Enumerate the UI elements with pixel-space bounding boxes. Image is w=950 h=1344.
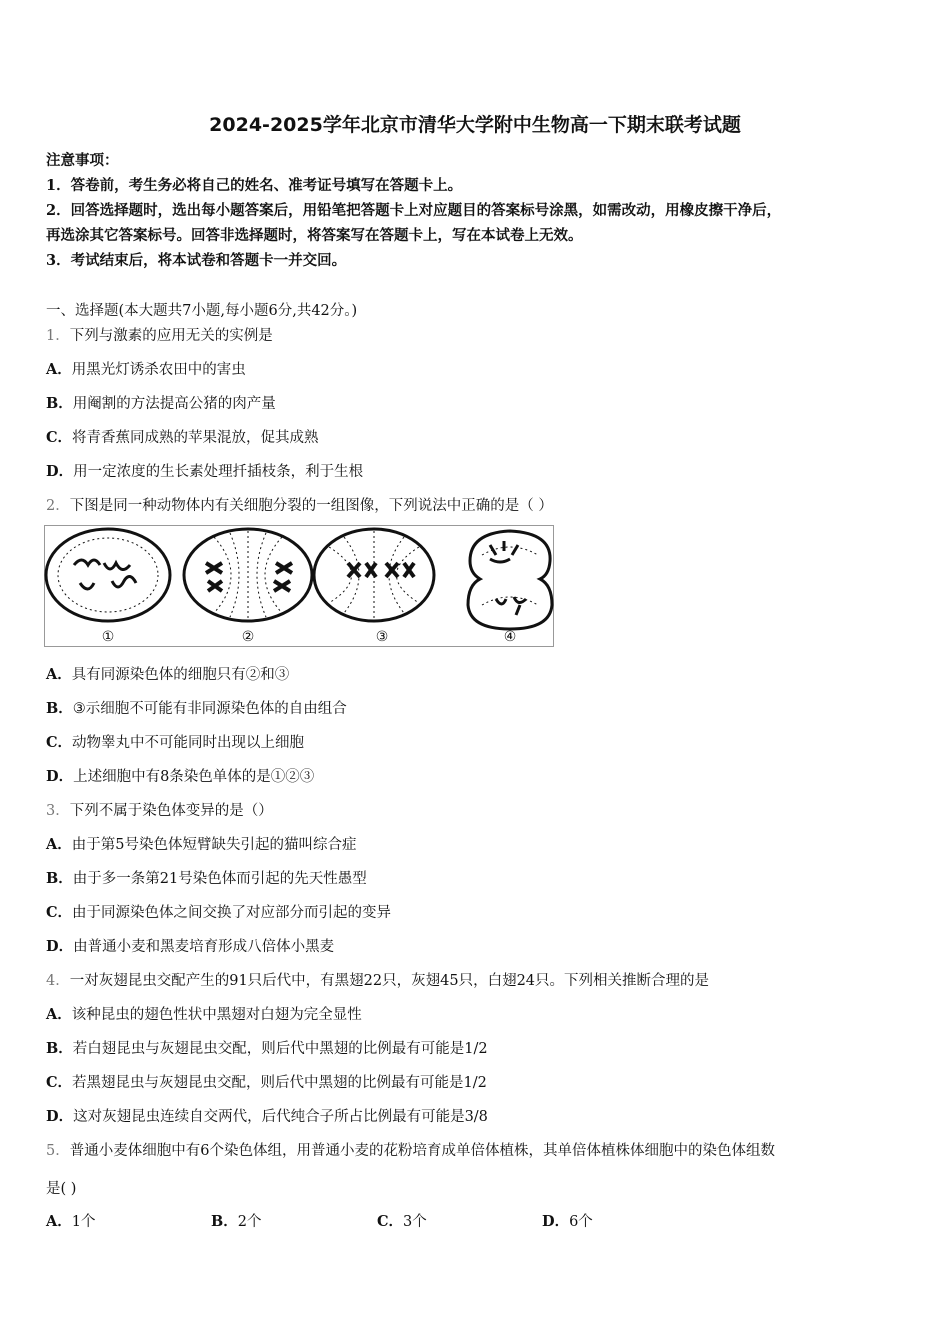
figure-label-2: ② xyxy=(241,629,255,645)
question-stem xyxy=(46,326,273,346)
option-text: 由普通小麦和黑麦培育形成八倍体小黑麦 xyxy=(73,939,335,955)
option-text: 上述细胞中有8条染色单体的是①②③ xyxy=(73,769,315,785)
option-label: C． xyxy=(46,1074,73,1091)
question-stem xyxy=(46,1141,775,1161)
option-text: 2个 xyxy=(237,1214,262,1230)
section-heading: 一、选择题(本大题共7小题,每小题6分,共42分。) xyxy=(46,303,358,319)
cell-division-diagram xyxy=(44,525,554,647)
option-label: D． xyxy=(46,463,74,480)
option-item xyxy=(46,1039,488,1059)
question-number: 5． xyxy=(46,1143,70,1159)
figure-label-1: ① xyxy=(101,629,115,645)
option-text: 用阉割的方法提高公猪的肉产量 xyxy=(72,396,276,412)
page-title: 2024-2025学年北京市清华大学附中生物高一下期末联考试题 xyxy=(209,114,741,136)
option-item xyxy=(46,1073,487,1093)
option-text: 1个 xyxy=(71,1214,96,1230)
figure-label-3: ③ xyxy=(375,629,389,645)
question-stem xyxy=(46,971,709,991)
option-label: D． xyxy=(46,768,74,785)
question-text: 下图是同一种动物体内有关细胞分裂的一组图像，下列说法中正确的是（ ） xyxy=(69,498,553,514)
option-item xyxy=(46,767,314,787)
notice-item: 3．考试结束后，将本试卷和答题卡一并交回。 xyxy=(46,252,347,269)
cell-division-figure xyxy=(44,525,554,647)
option-label: A． xyxy=(46,836,72,853)
option-item xyxy=(46,869,367,889)
question-stem-continued: 是( ) xyxy=(46,1181,77,1197)
option-item xyxy=(46,1107,488,1127)
option-text: 具有同源染色体的细胞只有②和③ xyxy=(71,667,290,683)
option-text: 由于多一条第21号染色体而引起的先天性愚型 xyxy=(72,871,367,887)
question-text: 普通小麦体细胞中有6个染色体组，用普通小麦的花粉培育成单倍体植株，其单倍体植株体细胞中的染色体组数 xyxy=(69,1143,775,1159)
option-item xyxy=(377,1212,427,1232)
option-label: A． xyxy=(46,1213,72,1230)
option-text: 用黑光灯诱杀农田中的害虫 xyxy=(71,362,246,378)
option-item xyxy=(46,1005,362,1025)
option-item xyxy=(46,665,289,685)
option-item xyxy=(46,937,334,957)
question-number: 4． xyxy=(46,973,70,989)
option-item xyxy=(46,1212,96,1232)
question-number: 3． xyxy=(46,803,70,819)
option-item xyxy=(542,1212,593,1232)
option-label: C． xyxy=(46,734,73,751)
notice-item: 2．回答选择题时，选出每小题答案后，用铅笔把答题卡上对应题目的答案标号涂黑，如需改动，用橡皮擦干净后， xyxy=(46,202,782,219)
question-text: 下列不属于染色体变异的是（） xyxy=(69,803,273,819)
question-stem xyxy=(46,801,273,821)
option-label: A． xyxy=(46,361,72,378)
option-label: B． xyxy=(46,700,73,717)
option-text: 用一定浓度的生长素处理扦插枝条，利于生根 xyxy=(73,464,364,480)
question-number: 1． xyxy=(46,328,70,344)
option-label: B． xyxy=(211,1213,238,1230)
option-label: B． xyxy=(46,870,73,887)
option-text: 将青香蕉同成熟的苹果混放，促其成熟 xyxy=(72,430,319,446)
option-label: B． xyxy=(46,395,73,412)
option-text: 若白翅昆虫与灰翅昆虫交配，则后代中黑翅的比例最有可能是1/2 xyxy=(72,1041,488,1057)
question-stem xyxy=(46,496,553,516)
option-item xyxy=(46,360,246,380)
option-text: ③示细胞不可能有非同源染色体的自由组合 xyxy=(72,701,347,717)
option-label: C． xyxy=(377,1213,404,1230)
option-label: B． xyxy=(46,1040,73,1057)
option-text: 由于第5号染色体短臂缺失引起的猫叫综合症 xyxy=(71,837,357,853)
option-label: D． xyxy=(542,1213,570,1230)
option-item xyxy=(211,1212,262,1232)
option-text: 6个 xyxy=(569,1214,593,1230)
option-text: 若黑翅昆虫与灰翅昆虫交配，则后代中黑翅的比例最有可能是1/2 xyxy=(72,1075,487,1091)
notice-item: 再选涂其它答案标号。回答非选择题时，将答案写在答题卡上，写在本试卷上无效。 xyxy=(46,227,583,244)
option-item xyxy=(46,903,391,923)
option-label: D． xyxy=(46,1108,74,1125)
option-label: A． xyxy=(46,1006,72,1023)
option-label: C． xyxy=(46,429,73,446)
option-item xyxy=(46,699,347,719)
question-text: 一对灰翅昆虫交配产生的91只后代中，有黑翅22只，灰翅45只，白翅24只。下列相关推断合理的是 xyxy=(69,973,710,989)
option-text: 这对灰翅昆虫连续自交两代，后代纯合子所占比例最有可能是3/8 xyxy=(73,1109,488,1125)
option-item xyxy=(46,394,276,414)
notice-heading: 注意事项： xyxy=(46,152,119,169)
notice-item: 1．答卷前，考生务必将自己的姓名、准考证号填写在答题卡上。 xyxy=(46,177,463,194)
option-text: 由于同源染色体之间交换了对应部分而引起的变异 xyxy=(72,905,392,921)
question-number: 2． xyxy=(46,498,70,514)
figure-label-4: ④ xyxy=(503,629,517,645)
option-item xyxy=(46,733,304,753)
question-text: 下列与激素的应用无关的实例是 xyxy=(69,328,273,344)
option-label: A． xyxy=(46,666,72,683)
option-label: C． xyxy=(46,904,73,921)
option-item xyxy=(46,462,363,482)
option-label: D． xyxy=(46,938,74,955)
option-text: 3个 xyxy=(403,1214,427,1230)
option-item xyxy=(46,835,357,855)
option-text: 该种昆虫的翅色性状中黑翅对白翅为完全显性 xyxy=(71,1007,362,1023)
option-item xyxy=(46,428,319,448)
option-text: 动物睾丸中不可能同时出现以上细胞 xyxy=(72,735,305,751)
